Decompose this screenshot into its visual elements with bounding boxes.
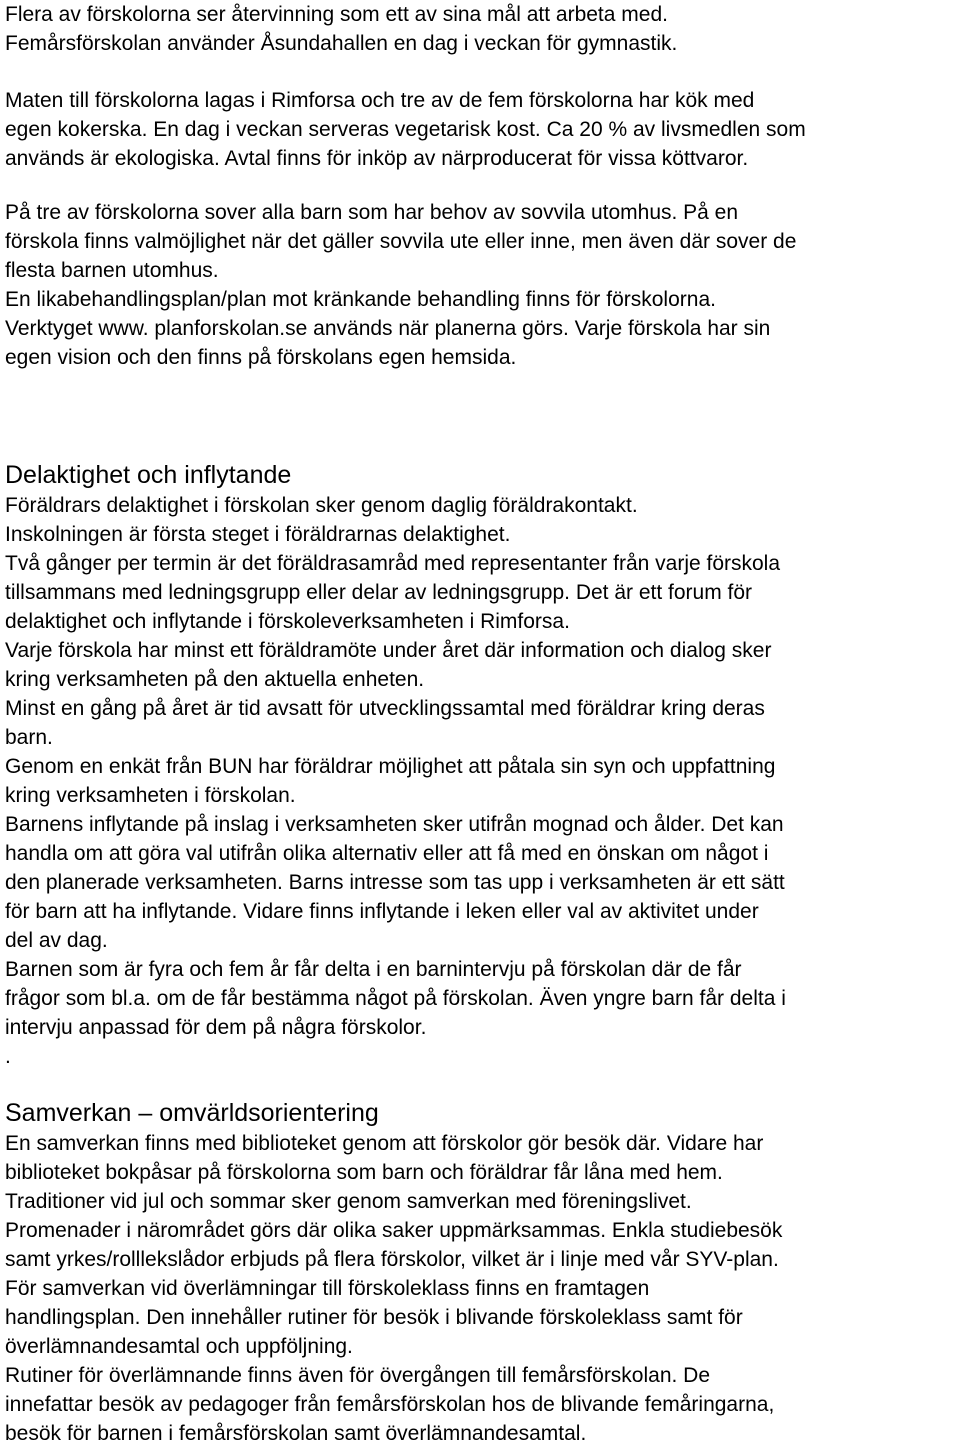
text-line: Femårsförskolan använder Åsundahallen en dag i veckan för gymnastik. [5, 32, 678, 55]
text-line: Genom en enkät från BUN har föräldrar möjlighet att påtala sin syn och uppfattning [5, 755, 776, 778]
text-line: innefattar besök av pedagoger från femårsförskolan hos de blivande femåringarna, [5, 1393, 775, 1416]
text-line: flesta barnen utomhus. [5, 259, 219, 282]
text-line: Två gånger per termin är det föräldrasamråd med representanter från varje förskola [5, 552, 781, 575]
text-line: kring verksamheten i förskolan. [5, 784, 296, 807]
section-food [5, 86, 806, 173]
text-line: biblioteket bokpåsar på förskolorna som barn och föräldrar får låna med hem. [5, 1161, 723, 1184]
text-line: för barn att ha inflytande. Vidare finns inflytande i leken eller val av aktivitet under [5, 900, 759, 923]
text-line: tillsammans med ledningsgrupp eller delar av ledningsgrupp. Det är ett forum för [5, 581, 753, 604]
text-line: handlingsplan. Den innehåller rutiner för besök i blivande förskoleklass samt för [5, 1306, 743, 1329]
text-line: På tre av förskolorna sover alla barn som har behov av sovvila utomhus. På en [5, 201, 739, 224]
text-line: Promenader i närområdet görs där olika saker uppmärksammas. Enkla studiebesök [5, 1219, 783, 1242]
section-delaktighet [5, 459, 786, 1071]
text-line: del av dag. [5, 929, 108, 952]
text-line: Rutiner för överlämnande finns även för övergången till femårsförskolan. De [5, 1364, 711, 1387]
text-line: frågor som bl.a. om de får bestämma något på förskolan. Även yngre barn får delta i [5, 987, 786, 1010]
text-line: delaktighet och inflytande i förskoleverksamheten i Rimforsa. [5, 610, 570, 633]
text-line: Barnen som är fyra och fem år får delta i en barnintervju på förskolan där de får [5, 958, 742, 981]
text-line: Verktyget www. planforskolan.se används när planerna görs. Varje förskola har sin [5, 317, 771, 340]
text-line: barn. [5, 726, 53, 749]
text-line: Barnens inflytande på inslag i verksamheten sker utifrån mognad och ålder. Det kan [5, 813, 784, 836]
text-line: samt yrkes/rolllekslådor erbjuds på flera förskolor, vilket är i linje med vår SYV-plan. [5, 1248, 779, 1271]
text-line: Maten till förskolorna lagas i Rimforsa och tre av de fem förskolorna har kök med [5, 89, 755, 112]
section-heading: Delaktighet och inflytande [5, 461, 292, 489]
text-line: Minst en gång på året är tid avsatt för utvecklingssamtal med föräldrar kring deras [5, 697, 765, 720]
text-line: Föräldrars delaktighet i förskolan sker genom daglig föräldrakontakt. [5, 494, 638, 517]
text-line: används är ekologiska. Avtal finns för inköp av närproducerat för vissa köttvaror. [5, 147, 749, 170]
section-intro [5, 0, 677, 58]
text-line: Flera av förskolorna ser återvinning som ett av sina mål att arbeta med. [5, 3, 668, 26]
text-line: Inskolningen är första steget i föräldrarnas delaktighet. [5, 523, 511, 546]
text-line: överlämnandesamtal och uppföljning. [5, 1335, 353, 1358]
text-line: egen vision och den finns på förskolans egen hemsida. [5, 346, 517, 369]
text-line: En samverkan finns med biblioteket genom att förskolor gör besök där. Vidare har [5, 1132, 764, 1155]
text-line: Varje förskola har minst ett föräldramöte under året där information och dialog sker [5, 639, 772, 662]
text-line: intervju anpassad för dem på några förskolor. [5, 1016, 427, 1039]
text-line: kring verksamheten på den aktuella enheten. [5, 668, 425, 691]
text-line: En likabehandlingsplan/plan mot kränkande behandling finns för förskolorna. [5, 288, 716, 311]
text-line: . [5, 1045, 11, 1068]
text-line: handla om att göra val utifrån olika alternativ eller att få med en önskan om något i [5, 842, 769, 865]
text-line: För samverkan vid överlämningar till förskoleklass finns en framtagen [5, 1277, 650, 1300]
text-line: egen kokerska. En dag i veckan serveras vegetarisk kost. Ca 20 % av livsmedlen som [5, 118, 806, 141]
section-samverkan [5, 1097, 782, 1448]
text-line: Traditioner vid jul och sommar sker genom samverkan med föreningslivet. [5, 1190, 692, 1213]
text-line: förskola finns valmöjlighet när det gäller sovvila ute eller inne, men även där sover de [5, 230, 797, 253]
section-heading: Samverkan – omvärldsorientering [5, 1099, 379, 1127]
text-line: den planerade verksamheten. Barns intresse som tas upp i verksamheten är ett sätt [5, 871, 785, 894]
text-line: besök för barnen i femårsförskolan samt överlämnandesamtal. [5, 1422, 587, 1445]
section-sleep [5, 198, 796, 372]
